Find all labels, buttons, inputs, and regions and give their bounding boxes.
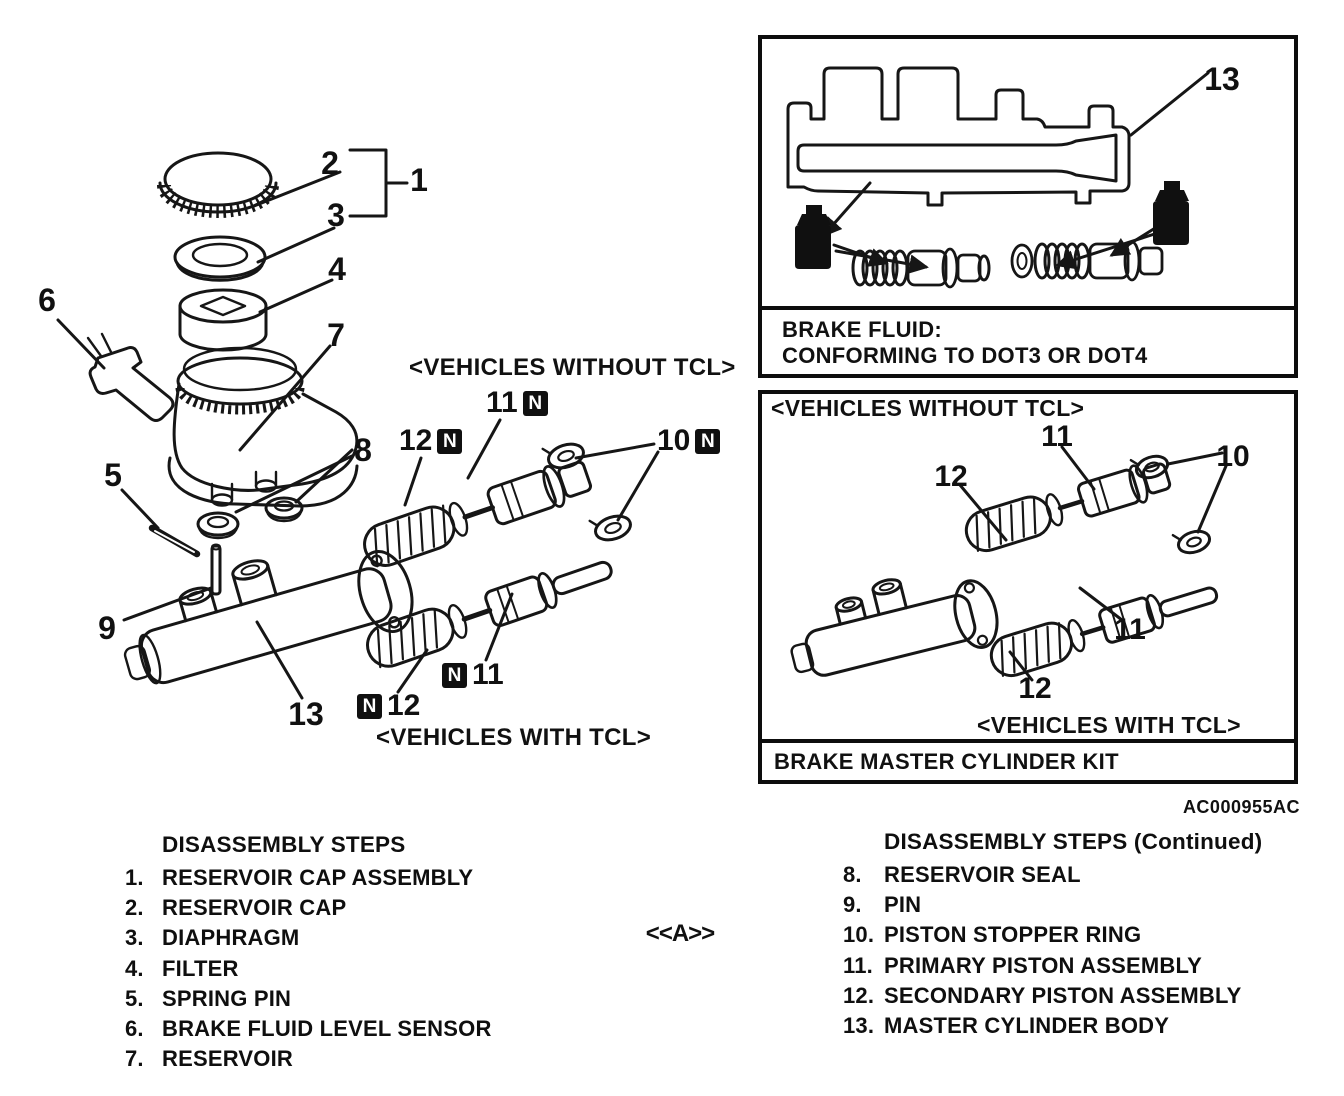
- list-item: [843, 892, 1262, 922]
- callout-11-new-mark: [486, 388, 548, 418]
- list-item-label: RESERVOIR SEAL: [884, 862, 1081, 887]
- brake-fluid-bottle-icon: [1153, 181, 1189, 245]
- list-item-number: 9.: [843, 892, 862, 918]
- callout-5: 5: [104, 457, 122, 493]
- caption-vehicles-with-tcl-kit: <VEHICLES WITH TCL>: [977, 712, 1241, 738]
- list-item-number: 3.: [125, 925, 144, 951]
- disassembly-steps-continued-list: [843, 829, 1262, 1043]
- new-part-icon: N: [695, 429, 720, 454]
- master-cylinder-body-drawing: [780, 556, 1003, 692]
- list-item-label: FILTER: [162, 955, 239, 981]
- list-item-label: PRIMARY PISTON ASSEMBLY: [884, 952, 1202, 978]
- list-item: [125, 925, 492, 955]
- list-item-label: RESERVOIR: [162, 1046, 293, 1072]
- list-item-label: PIN: [884, 892, 922, 918]
- callout-new-mark-12: [357, 691, 420, 721]
- disassembly-steps-items: [125, 865, 492, 1076]
- callout-6: 6: [38, 282, 56, 318]
- disassembly-steps-title: DISASSEMBLY STEPS: [162, 832, 406, 857]
- master-cylinder-body-drawing: [110, 521, 421, 705]
- list-item: [125, 956, 492, 986]
- callout-11-lower-kit: 11: [1114, 613, 1146, 646]
- callout-11-text: 11: [472, 658, 504, 691]
- callout-1: 1: [410, 162, 428, 198]
- brake-fluid-caption-line2: CONFORMING TO DOT3 OR DOT4: [782, 343, 1148, 368]
- caption-vehicles-without-tcl: <VEHICLES WITHOUT TCL>: [409, 354, 736, 381]
- list-item: [125, 1046, 492, 1076]
- brake-fluid-caption-line1: BRAKE FLUID:: [782, 317, 943, 342]
- piston-assembly-without-tcl-drawing: [359, 455, 594, 571]
- callout-11-text: 11: [486, 386, 518, 419]
- list-item-number: 2.: [125, 895, 144, 921]
- exploded-view-master-cylinder-figure: [0, 0, 748, 792]
- disassembly-steps-continued-items: [843, 862, 1262, 1043]
- caption-vehicles-without-tcl-kit: <VEHICLES WITHOUT TCL>: [771, 395, 1085, 421]
- list-item: [843, 983, 1262, 1013]
- callout-9: 9: [98, 610, 116, 646]
- list-item: [843, 1013, 1262, 1043]
- disassembly-steps-list: [125, 832, 492, 1076]
- pin-drawing: [212, 545, 220, 595]
- list-item: [843, 922, 1262, 952]
- list-item-label: BRAKE FLUID LEVEL SENSOR: [162, 1015, 492, 1041]
- caption-vehicles-with-tcl: <VEHICLES WITH TCL>: [376, 724, 652, 751]
- list-item-label: DIAPHRAGM: [162, 925, 300, 951]
- callout-4: 4: [328, 251, 346, 287]
- new-part-icon: N: [523, 391, 548, 416]
- piston-kit-left-drawing: [853, 249, 989, 287]
- list-item-number: 11.: [843, 952, 873, 978]
- list-item: [125, 986, 492, 1016]
- callout-10-kit: 10: [1216, 440, 1250, 473]
- callout-13-fluid-panel: 13: [1204, 61, 1240, 97]
- callout-12-text: 12: [399, 424, 433, 457]
- callout-bracket-1: [350, 150, 407, 216]
- figure-code: AC000955AC: [1182, 797, 1300, 817]
- list-item: [125, 865, 492, 895]
- list-item-number: 7.: [125, 1046, 144, 1072]
- piston-kit-right-drawing: [1012, 242, 1162, 280]
- list-item-number: 8.: [843, 862, 862, 887]
- new-part-icon: N: [437, 429, 462, 454]
- list-item-number: 10.: [843, 922, 875, 948]
- spring-pin-drawing: [152, 528, 197, 554]
- list-item: [125, 1016, 492, 1046]
- callout-10-text: 10: [657, 424, 691, 457]
- list-item-number: 6.: [125, 1015, 144, 1041]
- callout-8: 8: [354, 432, 372, 468]
- leader-lines: [960, 447, 1226, 680]
- list-item-number: 4.: [125, 955, 144, 981]
- brake-fluid-bottle-icon: [795, 205, 831, 269]
- list-item-label: RESERVOIR CAP: [162, 895, 347, 921]
- callout-2: 2: [321, 145, 339, 181]
- reservoir-drawing: [169, 348, 357, 506]
- callout-7: 7: [327, 317, 345, 353]
- list-item-number: 12.: [843, 982, 875, 1008]
- kit-caption: BRAKE MASTER CYLINDER KIT: [774, 749, 1119, 774]
- callout-12-upper-kit: 12: [934, 460, 968, 493]
- disassembly-steps-continued-title: DISASSEMBLY STEPS (Continued): [884, 829, 1263, 854]
- brake-fluid-caption: [782, 317, 1148, 369]
- list-item-label: SPRING PIN: [162, 985, 292, 1011]
- callout-12-lower-kit: 12: [1018, 672, 1052, 705]
- callout-12-text: 12: [387, 689, 421, 722]
- list-item-number: 5.: [125, 985, 144, 1011]
- leader-13: [1131, 73, 1208, 135]
- callout-13: 13: [288, 696, 324, 732]
- list-item-number: 1.: [125, 865, 144, 890]
- list-item-label: RESERVOIR CAP ASSEMBLY: [162, 865, 474, 890]
- new-part-icon: N: [357, 694, 382, 719]
- list-item: [125, 895, 492, 925]
- master-cylinder-profile-drawing: [788, 68, 1129, 205]
- marker-a: <<A>>: [645, 920, 715, 947]
- filter-drawing: [180, 290, 266, 350]
- new-part-icon: N: [442, 663, 467, 688]
- list-item: [843, 953, 1262, 983]
- callout-11-upper-kit: 11: [1041, 420, 1073, 453]
- list-item: [843, 862, 1262, 892]
- callout-12-new-mark: [399, 426, 462, 456]
- callout-10-new-mark: [657, 426, 720, 456]
- callout-3: 3: [327, 197, 345, 233]
- list-item-number: 13.: [843, 1012, 875, 1038]
- list-item-label: MASTER CYLINDER BODY: [884, 1012, 1170, 1038]
- list-item-label: SECONDARY PISTON ASSEMBLY: [884, 982, 1242, 1008]
- reservoir-cap-drawing: [160, 153, 276, 212]
- fluid-level-sensor-drawing: [88, 334, 173, 421]
- list-item-label: PISTON STOPPER RING: [884, 922, 1142, 948]
- diaphragm-drawing: [175, 237, 265, 280]
- primary-piston-assembly-drawing: [961, 456, 1173, 555]
- callout-new-mark-11: [442, 660, 504, 690]
